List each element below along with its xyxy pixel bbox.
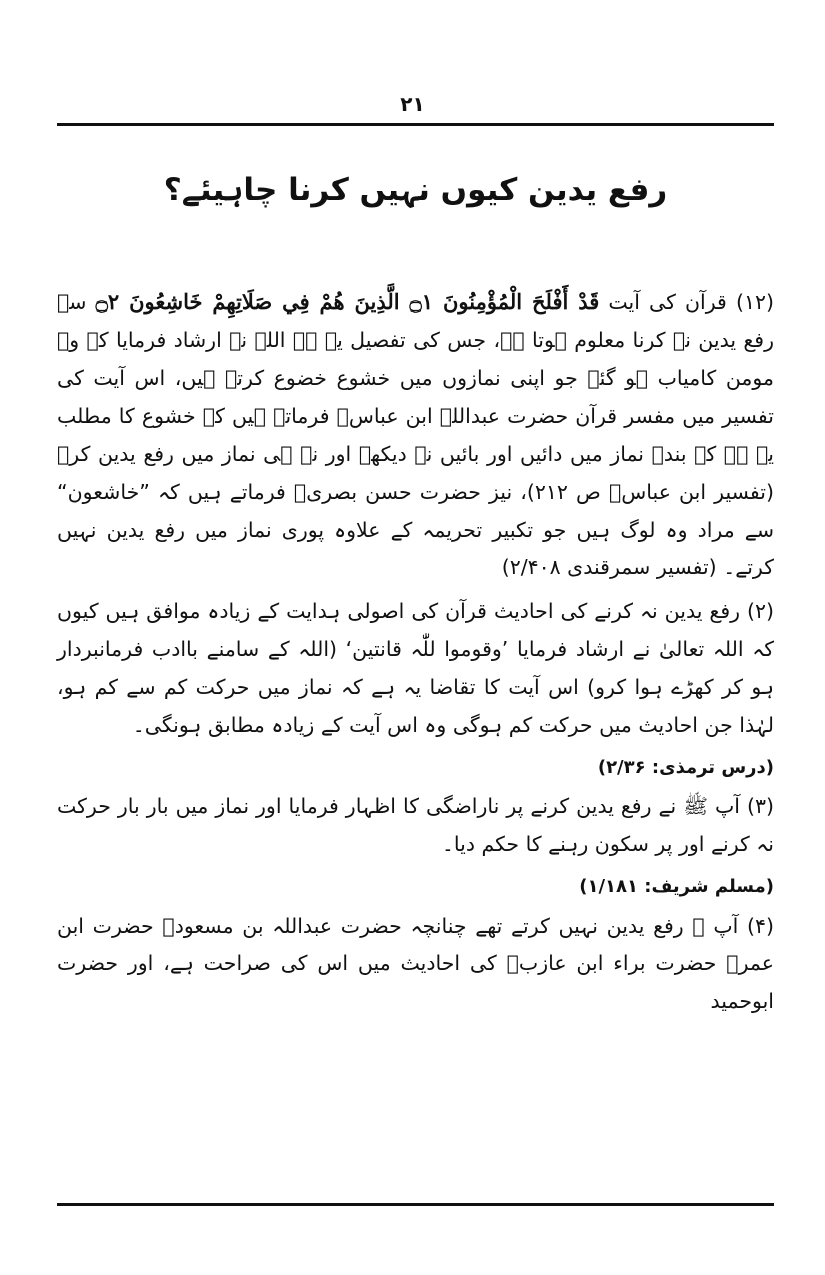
footer-divider — [57, 1203, 774, 1206]
page-number: ۲۱ — [400, 92, 425, 116]
reference-citation: (درس ترمذی: ۲/۳۶) — [597, 757, 774, 779]
header-divider — [57, 123, 774, 126]
paragraph-2: (۲) رفع یدین نہ کرنے کی احادیث قرآن کی اصولی ہدایت کے زیادہ موافق ہیں کیوں کہ اللہ تعالیٰ نے ارشاد فرمایا ’وقوموا للّٰہ قانتین‘ (اللہ کے سامنے باادب فرمانبردار ہو کر کھڑے ہوا کرو) اس آیت کا تقاضا یہ ہے کہ نماز میں حرکت کم سے کم ہو، لہٰذا جن احادیث میں حرکت کم ہوگی وہ اس آیت کے زیادہ مطابق ہونگی۔ — [57, 599, 774, 738]
paragraph-4: (۴) آپ ﷺ رفع یدین نہیں کرتے تھے چنانچہ حضرت عبداللہ بن مسعودؓ حضرت ابن عمرؓ حضرت براء ابن عازبؓ کی احادیث میں اس کی صراحت ہے، اور حضرت ابوحمید — [57, 913, 774, 1014]
paragraph-intro: (۱۲) قرآن کی آیت — [599, 290, 774, 314]
document-body — [57, 283, 774, 1027]
paragraph-12 — [57, 283, 774, 587]
paragraph-3: (۳) آپ ﷺ نے رفع یدین کرنے پر ناراضگی کا اظہار فرمایا اور نماز میں بار بار حرکت نہ کرنے اور پر سکون رہنے کا حکم دیا۔ — [57, 794, 774, 857]
page-title: رفع یدین کیوں نہیں کرنا چاہیئے؟ — [163, 172, 668, 208]
reference-citation: (مسلم شریف: ۱/۱۸۱) — [579, 876, 774, 898]
quran-ayah: قَدْ أَفْلَحَ الْمُؤْمِنُونَ ۝١ الَّذِينَ هُمْ فِي صَلَاتِهِمْ خَاشِعُونَ ۝٢ — [95, 289, 600, 314]
paragraph-text: سے رفع یدین نہ کرنا معلوم ہوتا ہے، جس کی تفصیل یہ ہے اللہ نے ارشاد فرمایا کہ وہ مومن کامیاب ہو گئے جو اپنی نمازوں میں خشوع خضوع کرتے ہیں، اس آیت کی تفسیر میں مفسر قرآن حضرت عبداللہ ابن عباسؓ فرماتے ہیں کہ خشوع کا مطلب یہ ہے کہ بندہ نماز میں دائیں اور بائیں نہ دیکھے اور نہ ہی نماز میں رفع یدین کرے (تفسیر ابن عباسؓ ص ۲۱۲)، نیز حضرت حسن بصریؒ فرماتے ہیں کہ ”خاشعون“ سے مراد وہ لوگ ہیں جو تکبیر تحریمہ کے علاوہ پوری نماز میں رفع یدین نہیں کرتے۔ (تفسیر سمرقندی ۲/۴۰۸) — [57, 290, 774, 580]
